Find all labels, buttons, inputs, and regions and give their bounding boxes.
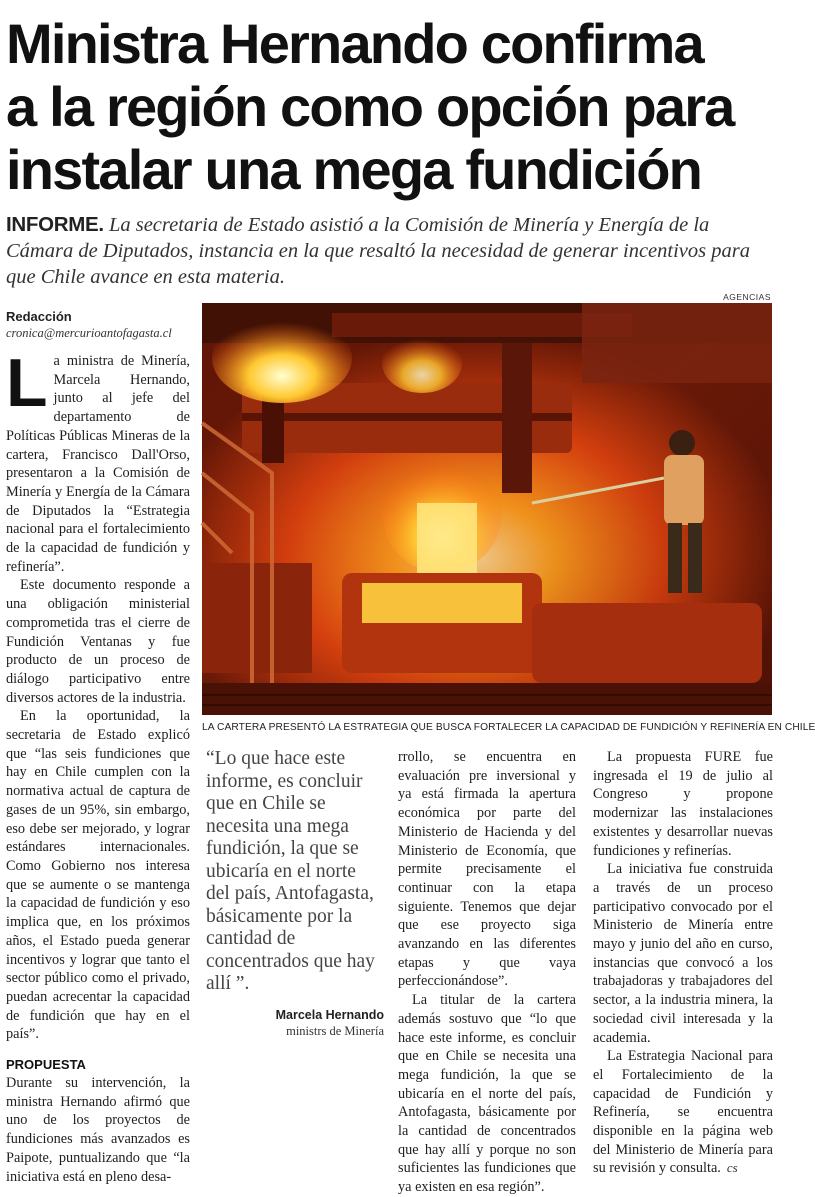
- paragraph: La iniciativa fue construida a través de un proceso participativo convocado por el Ministerio de Minería entre mayo y junio del año en curso, instancias que convocó a los trabajadoras y trabajadores del sector, a la industria minera, la sociedad civil interesada y la academia.: [593, 861, 773, 1046]
- paragraph: Este documento responde a una obligación ministerial comprometida tras el cierre de Fundición Ventanas y fue producto de un proceso de diálogo participativo entre diversos actores de la industria.: [6, 577, 190, 706]
- paragraph: La propuesta FURE fue ingresada el 19 de julio al Congreso y propone modernizar las instalaciones existentes y desarrollar nuevas fundiciones y refinerías.: [593, 749, 773, 859]
- paragraph: rrollo, se encuentra en evaluación pre inversional y ya está firmada la apertura económica por parte del Ministerio de Hacienda y del Ministerio de Economía, que permite precisamente el continuar con la etapa siguiente. Tenemos que dejar que ese proyecto siga avanzando en las diferentes etapas y que vaya perfeccionándose”.: [398, 749, 576, 990]
- first-paragraph: [6, 345, 190, 576]
- pull-quote: [206, 748, 384, 1039]
- smelter-photo: [202, 303, 772, 715]
- smelter-photo-illustration: [202, 303, 772, 715]
- dropcap: L: [6, 345, 48, 421]
- headline-line-2: a la región como opción para: [6, 75, 734, 138]
- pull-quote-role: ministrs de Minería: [286, 1023, 384, 1038]
- article-column-4: [593, 748, 773, 1178]
- end-mark: cs: [726, 1160, 738, 1176]
- lead-text: La secretaria de Estado asistió a la Comisión de Minería y Energía de la Cámara de Diputados, instancia en la que resaltó la necesidad de generar incentivos para que Chile avance en esta materia.: [6, 214, 750, 288]
- paragraph: [593, 1047, 773, 1178]
- paragraph: a ministra de Minería, Marcela Hernando, junto al jefe del departamento de Políticas Públicas Mineras de la cartera, Francisco Dall'Orso, presentaron a la Comisión de Minería y Energía de la Cámara de Diputados la “Estrategia nacional para el fortalecimiento de la capacidad de fundición y refinería”.: [6, 353, 190, 575]
- article-column-3: [398, 748, 576, 1197]
- article-column-1: [6, 345, 190, 1186]
- headline-line-3: instalar una mega fundición: [6, 138, 702, 201]
- photo-credit: AGENCIAS: [723, 292, 771, 302]
- byline-name: Redacción: [6, 309, 72, 324]
- paragraph: Durante su intervención, la ministra Hernando afirmó que uno de los proyectos de fundiciones más avanzados es Paipote, puntualizando que “la iniciativa está en pleno desa-: [6, 1075, 190, 1185]
- lead-kicker: INFORME.: [6, 213, 104, 236]
- headline-line-1: Ministra Hernando confirma: [6, 12, 703, 75]
- subhead-propuesta: PROPUESTA: [6, 1057, 86, 1073]
- paragraph: En la oportunidad, la secretaria de Estado explicó que “las seis fundiciones que hay en Chile cumplen con la normativa actual de captura de gases de un 95%, sin embargo, eso debe ser mejorado, y lograr estándares internacionales. Como Gobierno nos interesa que se aumente o se mantenga la capacidad de fundición y eso implica que, en los próximos años, el Estado pueda generar incentivos y lograr que tanto el sector público como el privado, puedan acrecentar la capacidad de fundición que hay en el país”.: [6, 708, 190, 1043]
- lead-paragraph: [6, 212, 774, 290]
- byline-email[interactable]: cronica@mercurioantofagasta.cl: [6, 326, 172, 340]
- pull-quote-author: Marcela Hernando: [275, 1007, 384, 1022]
- pull-quote-text: “Lo que hace este informe, es concluir que en Chile se necesita una mega fundición, la que se ubicaría en el norte del país, Antofagasta, básicamente por la cantidad de concentrados que hay allí ”.: [206, 748, 375, 994]
- photo-caption: LA CARTERA PRESENTÓ LA ESTRATEGIA QUE BUSCA FORTALECER LA CAPACIDAD DE FUNDICIÓN Y REFINERÍA EN CHILE: [202, 722, 815, 733]
- headline: [6, 12, 776, 201]
- paragraph: La titular de la cartera además sostuvo que “lo que hace este informe, es concluir que en Chile se necesita una mega fundición, la que se ubicaría en el norte del país, Antofagasta, básicamente por la cantidad de concentrados que hay allí y porque no son suficientes las fundiciones que ya existen en esa región”.: [398, 992, 576, 1196]
- paragraph-text: La Estrategia Nacional para el Fortalecimiento de la capacidad de Fundición y Refinería, se encuentra disponible en la página web del Ministerio de Minería para su revisión y consulta.: [593, 1048, 773, 1177]
